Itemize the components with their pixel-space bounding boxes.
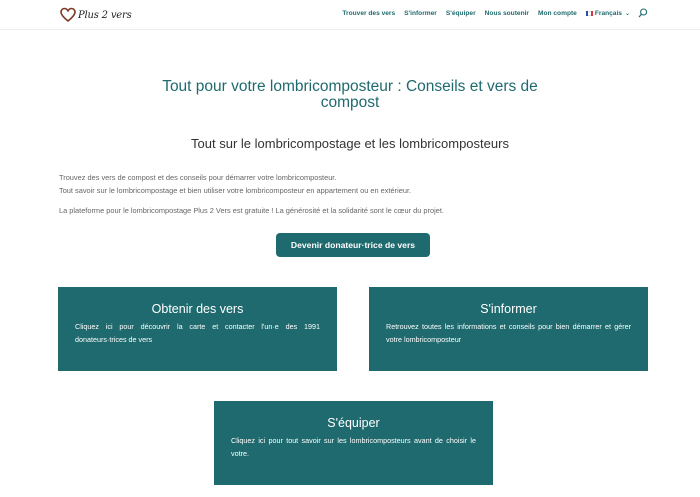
site-header	[0, 0, 700, 30]
chevron-down-icon: ⌄	[624, 11, 630, 17]
intro-line-2: Tout savoir sur le lombricompostage et bien utiliser votre lombricomposteur en appartement ou en extérieur.	[59, 185, 412, 195]
card-obtenir-des-vers[interactable]	[58, 287, 337, 371]
intro-line-3: La plateforme pour le lombricompostage Plus 2 Vers est gratuite ! La générosité et la solidarité sont le cœur du projet.	[59, 206, 444, 215]
card-text: Cliquez ici pour découvrir la carte et contacter l'un·e des 1991 donateurs·trices de vers	[75, 322, 320, 344]
card-title: Obtenir des vers	[151, 302, 244, 316]
card-text: Cliquez ici pour tout savoir sur les lombricomposteurs avant de choisir le votre.	[231, 436, 476, 458]
card-s-equiper[interactable]	[214, 401, 493, 485]
site-logo[interactable]	[60, 5, 132, 25]
heart-logo-icon	[60, 7, 76, 23]
card-s-informer[interactable]	[369, 287, 648, 371]
page-subtitle: Tout sur le lombricompostage et les lombricomposteurs	[191, 136, 509, 151]
search-icon[interactable]	[638, 8, 648, 18]
card-title: S'informer	[480, 302, 537, 316]
french-flag-icon	[586, 11, 593, 16]
logo-text: Plus 2 vers	[78, 9, 132, 21]
nav-trouver-des-vers[interactable]: Trouver des vers	[342, 10, 396, 17]
intro-text	[59, 172, 639, 218]
nav-s-informer[interactable]: S'informer	[404, 10, 437, 17]
page-title: Tout pour votre lombricomposteur : Conseils et vers de compost	[162, 78, 538, 111]
language-label: Français	[594, 10, 622, 17]
nav-mon-compte[interactable]: Mon compte	[538, 10, 577, 17]
become-donor-button[interactable]: Devenir donateur·trice de vers	[276, 233, 430, 257]
card-title: S'équiper	[327, 416, 380, 430]
intro-line-1: Trouvez des vers de compost et des conseils pour démarrer votre lombricomposteur.	[59, 173, 337, 182]
card-text: Retrouvez toutes les informations et conseils pour bien démarrer et gérer votre lombricomposteur	[386, 322, 631, 344]
nav-nous-soutenir[interactable]: Nous soutenir	[484, 10, 529, 17]
main-nav	[333, 10, 630, 17]
nav-s-equiper[interactable]: S'équiper	[445, 10, 476, 17]
language-selector[interactable]	[586, 10, 630, 17]
